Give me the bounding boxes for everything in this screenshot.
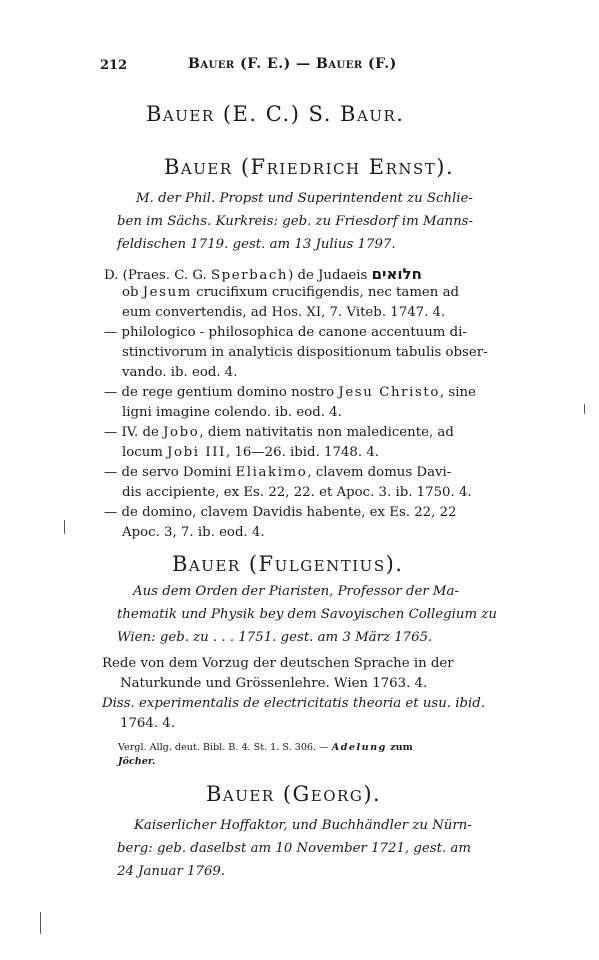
diss-line: 1764. 4.	[120, 716, 175, 731]
bio-line: feldischen 1719. gest. am 13 Julius 1797.	[117, 237, 396, 252]
georg-heading: Bauer (Georg).	[206, 782, 382, 806]
bio-line: ben im Sächs. Kurkreis: geb. zu Friesdorf im Manns-	[117, 214, 473, 229]
bio-line: thematik und Physik bey dem Savoyischen Collegium zu	[117, 607, 497, 622]
entry-line: Apoc. 3, 7. ib. eod. 4.	[122, 525, 265, 540]
entry-line: — philologico - philosophica de canone accentuum di-	[104, 325, 467, 340]
running-header: Bauer (F. E.) — Bauer (F.)	[188, 56, 397, 72]
entry-line: vando. ib. eod. 4.	[122, 365, 238, 380]
margin-mark	[64, 520, 65, 534]
bio-line: berg: geb. daselbst am 10 November 1721, gest. am	[117, 841, 471, 856]
diss-line: Diss. experimentalis de electricitatis theoria et usu. ibid.	[102, 696, 485, 711]
margin-mark	[40, 912, 41, 934]
entry-line: dis accipiente, ex Es. 22, 22. et Apoc. 3. ib. 1750. 4.	[122, 485, 472, 500]
bio-line: Wien: geb. zu . . . 1751. gest. am 3 März 1765.	[117, 630, 433, 645]
reference-line: Vergl. Allg. deut. Bibl. B. 4. St. 1. S. 306. — Adelung zum	[118, 742, 413, 753]
entry-line: D. (Praes. C. G. Sperbach) de Judaeis חלואים	[104, 265, 422, 283]
entry-line: Naturkunde und Grössenlehre. Wien 1763. 4.	[120, 676, 428, 691]
page-number: 212	[100, 58, 128, 73]
bio-line: Aus dem Orden der Piaristen, Professor der Ma-	[133, 584, 459, 599]
entry-line: locum Jobi III, 16—26. ibid. 1748. 4.	[122, 445, 380, 460]
cross-ref-heading: Bauer (E. C.) S. Baur.	[146, 102, 405, 126]
entry-line: Rede von dem Vorzug der deutschen Sprache in der	[102, 656, 454, 671]
entry-line: — IV. de Jobo, diem nativitatis non maledicente, ad	[104, 425, 454, 440]
entry-line: stinctivorum in analyticis dispositionum tabulis obser-	[122, 345, 488, 360]
hebrew-word: חלואים	[371, 265, 422, 283]
entry-line: — de domino, clavem Davidis habente, ex Es. 22, 22	[104, 505, 457, 520]
margin-mark	[584, 404, 585, 414]
bio-line: M. der Phil. Propst und Superintendent zu Schlie-	[136, 191, 473, 206]
entry-line: ligni imagine colendo. ib. eod. 4.	[122, 405, 342, 420]
entry-line: eum convertendis, ad Hos. XI, 7. Viteb. 1747. 4.	[122, 305, 446, 320]
entry-line: ob Jesum crucifixum crucifigendis, nec tamen ad	[122, 285, 460, 300]
entry-line: — de servo Domini Eliakimo, clavem domus Davi-	[104, 465, 452, 480]
bio-line: Kaiserlicher Hoffaktor, und Buchhändler zu Nürn-	[134, 818, 472, 833]
reference-line: Jöcher.	[118, 756, 156, 767]
friedrich-ernst-heading: Bauer (Friedrich Ernst).	[164, 155, 455, 179]
fulgentius-heading: Bauer (Fulgentius).	[172, 552, 404, 576]
entry-line: — de rege gentium domino nostro Jesu Christo, sine	[104, 385, 476, 400]
bio-line: 24 Januar 1769.	[117, 864, 226, 879]
